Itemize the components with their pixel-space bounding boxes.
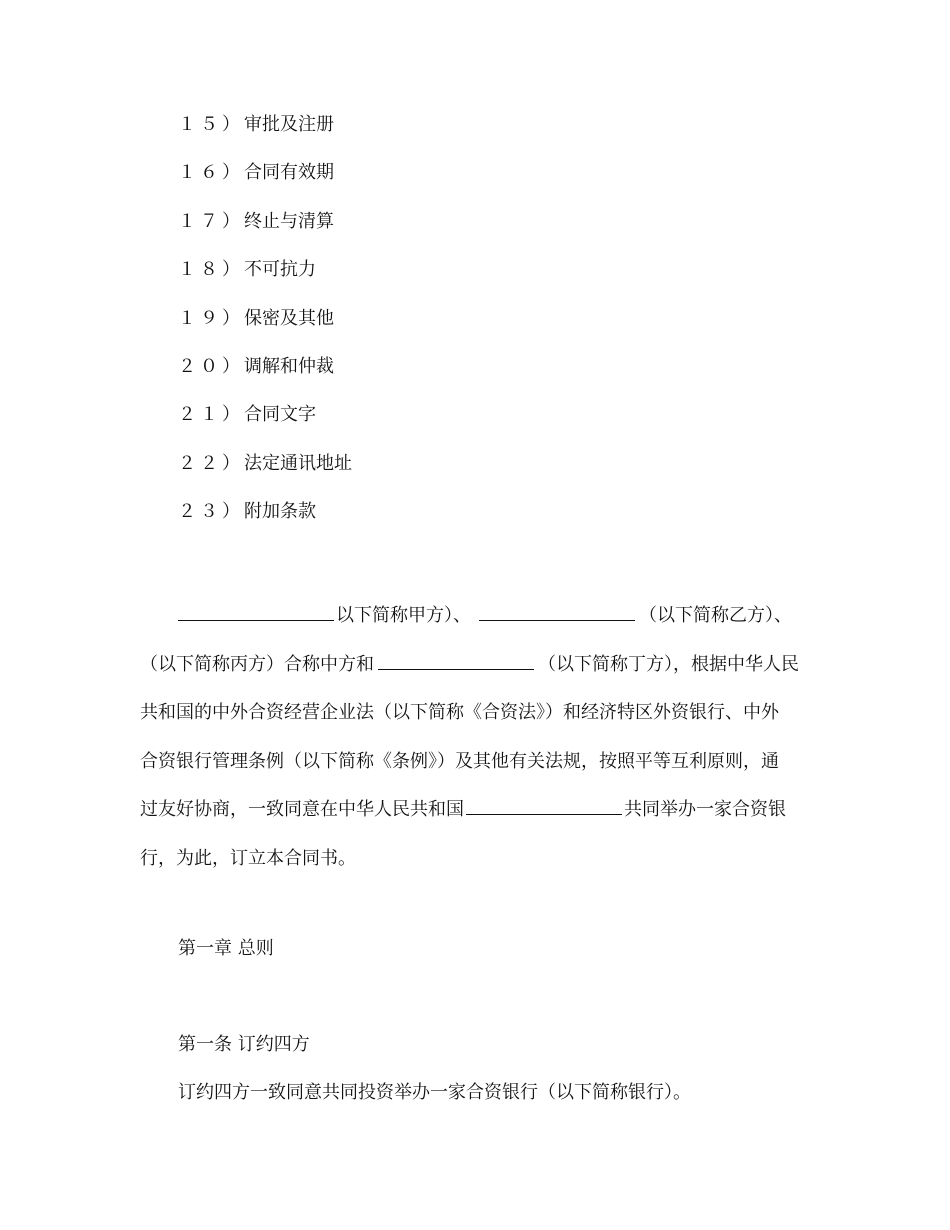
preamble-text: （以下简称丁方），根据中华人民 xyxy=(538,653,799,675)
toc-item-number: ２３） xyxy=(178,501,244,523)
toc-item-label: 调解和仲裁 xyxy=(244,355,334,377)
party-a-blank[interactable] xyxy=(178,602,334,621)
toc-item xyxy=(178,451,778,499)
toc-item-number: １６） xyxy=(178,162,244,184)
preamble-text: （以下简称乙方）、 xyxy=(639,605,792,626)
toc-item xyxy=(178,257,778,305)
toc-item-number: １５） xyxy=(178,114,244,135)
toc-item-label: 合同文字 xyxy=(244,404,316,426)
toc-item-number: １９） xyxy=(178,307,244,329)
preamble-line xyxy=(140,786,820,835)
preamble-line xyxy=(140,641,820,690)
toc-item xyxy=(178,306,778,354)
toc-item-label: 终止与清算 xyxy=(244,210,334,232)
toc-item xyxy=(178,402,778,450)
party-d-blank[interactable] xyxy=(378,651,534,670)
toc-item xyxy=(178,112,778,160)
toc-item-number: １７） xyxy=(178,210,244,232)
preamble-line: 共和国的中外合资经营企业法（以下简称《合资法》）和经济特区外资银行、中外 xyxy=(140,702,779,724)
preamble-text: （以下简称丙方）合称中方和 xyxy=(140,653,374,675)
toc-item-label: 附加条款 xyxy=(244,501,316,523)
toc-item xyxy=(178,499,778,547)
preamble-text: 共同举办一家合资银 xyxy=(624,799,786,821)
toc-item-number: ２０） xyxy=(178,355,244,377)
toc-item-number: ２２） xyxy=(178,452,244,474)
toc-item-label: 法定通讯地址 xyxy=(244,452,352,474)
preamble-line: 合资银行管理条例（以下简称《条例》）及其他有关法规，按照平等互利原则，通 xyxy=(140,750,779,772)
toc-item-label: 保密及其他 xyxy=(244,307,334,329)
toc-item xyxy=(178,209,778,257)
location-blank[interactable] xyxy=(466,796,622,815)
toc-item xyxy=(178,354,778,402)
party-b-blank[interactable] xyxy=(479,602,635,621)
preamble-text: 以下简称甲方）、 xyxy=(336,605,471,626)
preamble-line xyxy=(140,592,820,641)
toc-item xyxy=(178,160,778,208)
article-text: 订约四方一致同意共同投资举办一家合资银行（以下简称银行）。 xyxy=(178,1082,691,1103)
article-heading: 第一条 订约四方 xyxy=(178,1034,310,1055)
table-of-contents xyxy=(178,112,778,548)
toc-item-label: 合同有效期 xyxy=(244,162,334,184)
toc-item-number: １８） xyxy=(178,259,244,281)
toc-item-label: 审批及注册 xyxy=(244,114,334,135)
preamble-text: 过友好协商，一致同意在中华人民共和国 xyxy=(140,799,464,821)
toc-item-number: ２１） xyxy=(178,404,244,426)
toc-item-label: 不可抗力 xyxy=(244,259,316,281)
chapter-heading: 第一章 总则 xyxy=(178,938,274,959)
preamble-paragraph xyxy=(140,592,820,884)
preamble-line: 行，为此，订立本合同书。 xyxy=(140,847,356,869)
